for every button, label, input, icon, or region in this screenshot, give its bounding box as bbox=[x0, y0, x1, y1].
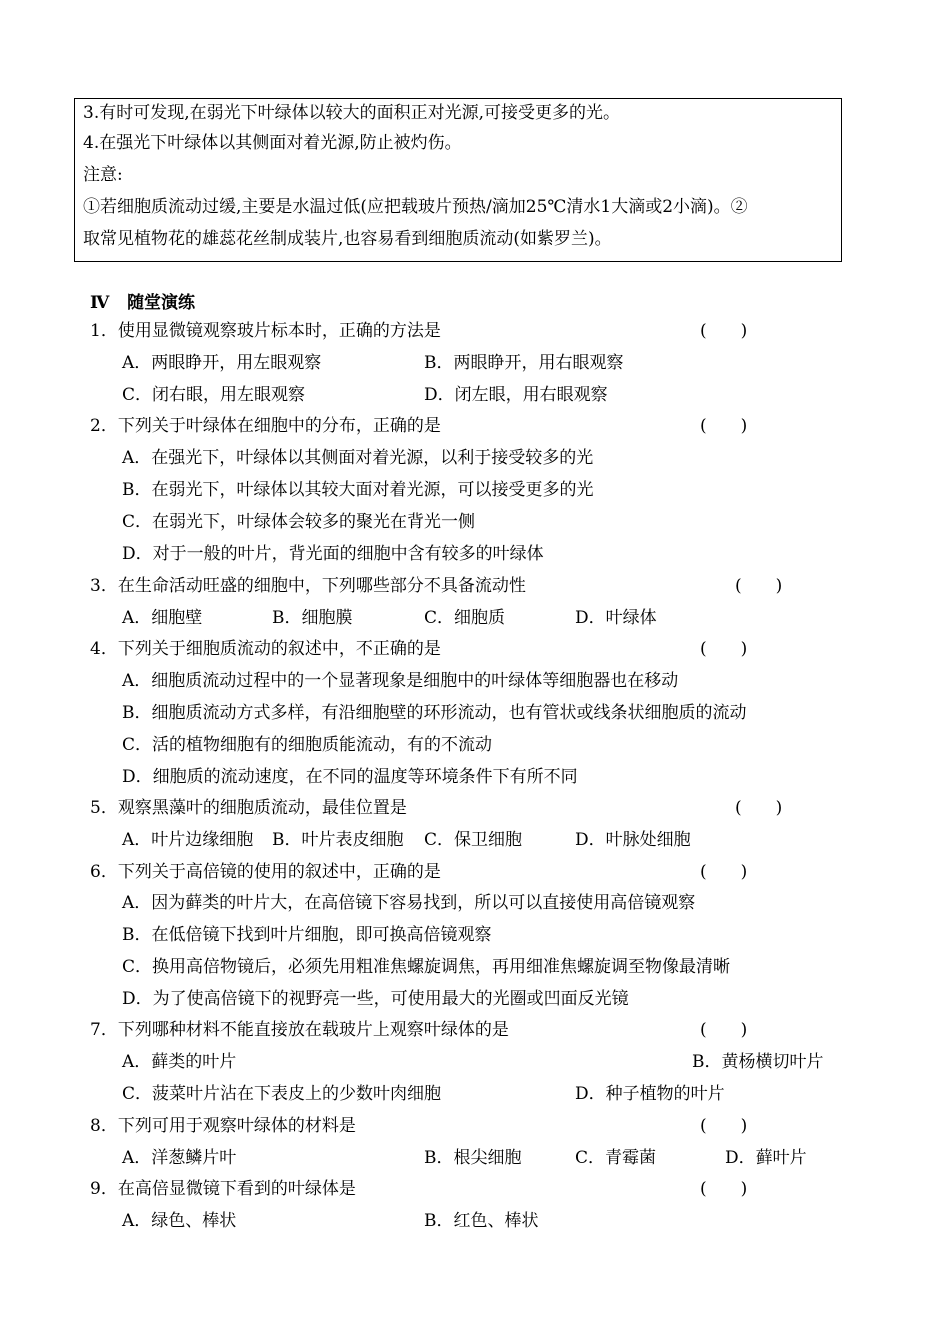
note-line-4: 4.在强光下叶绿体以其侧面对着光源,防止被灼伤。 bbox=[83, 133, 462, 153]
note-label: 注意: bbox=[83, 165, 123, 185]
q4-option-a: A．细胞质流动过程中的一个显著现象是细胞中的叶绿体等细胞器也在移动 bbox=[122, 671, 679, 691]
q1-option-c: C．闭右眼，用左眼观察 bbox=[122, 385, 306, 405]
question-6-stem: 6．下列关于高倍镜的使用的叙述中，正确的是 bbox=[90, 862, 441, 882]
q5-option-c: C．保卫细胞 bbox=[424, 830, 523, 850]
q8-option-d: D．藓叶片 bbox=[725, 1148, 807, 1168]
q7-option-d: D．种子植物的叶片 bbox=[575, 1084, 725, 1104]
note-detail-1: ①若细胞质流动过缓,主要是水温过低(应把载玻片预热/滴加25℃清水1大滴或2小滴)。② bbox=[83, 197, 748, 217]
q1-option-d: D．闭左眼，用右眼观察 bbox=[424, 385, 608, 405]
q3-option-c: C．细胞质 bbox=[424, 608, 506, 628]
q4-option-d: D．细胞质的流动速度，在不同的温度等环境条件下有所不同 bbox=[122, 767, 578, 787]
section-title: 随堂演练 bbox=[127, 293, 196, 313]
notes-box bbox=[74, 98, 842, 262]
question-5-stem: 5．观察黑藻叶的细胞质流动，最佳位置是 bbox=[90, 798, 407, 818]
section-numeral: Ⅳ bbox=[90, 293, 110, 313]
q7-option-a: A．藓类的叶片 bbox=[122, 1052, 237, 1072]
question-7-stem: 7．下列哪种材料不能直接放在载玻片上观察叶绿体的是 bbox=[90, 1020, 509, 1040]
q6-option-c: C．换用高倍物镜后，必须先用粗准焦螺旋调焦，再用细准焦螺旋调至物像最清晰 bbox=[122, 957, 731, 977]
q1-option-b: B．两眼睁开，用右眼观察 bbox=[424, 353, 624, 373]
q7-option-b: B．黄杨横切叶片 bbox=[692, 1052, 824, 1072]
question-3-stem: 3．在生命活动旺盛的细胞中，下列哪些部分不具备流动性 bbox=[90, 576, 526, 596]
q5-option-d: D．叶脉处细胞 bbox=[575, 830, 691, 850]
q3-option-b: B．细胞膜 bbox=[272, 608, 353, 628]
q2-option-a: A．在强光下，叶绿体以其侧面对着光源，以利于接受较多的光 bbox=[122, 448, 594, 468]
answer-blank-5[interactable]: ( ) bbox=[735, 798, 783, 818]
q2-option-d: D．对于一般的叶片，背光面的细胞中含有较多的叶绿体 bbox=[122, 544, 544, 564]
q6-option-a: A．因为藓类的叶片大，在高倍镜下容易找到，所以可以直接使用高倍镜观察 bbox=[122, 893, 696, 913]
q6-option-b: B．在低倍镜下找到叶片细胞，即可换高倍镜观察 bbox=[122, 925, 492, 945]
answer-blank-1[interactable]: ( ) bbox=[700, 321, 748, 341]
answer-blank-8[interactable]: ( ) bbox=[700, 1116, 748, 1136]
q2-option-b: B．在弱光下，叶绿体以其较大面对着光源，可以接受更多的光 bbox=[122, 480, 594, 500]
q6-option-d: D．为了使高倍镜下的视野亮一些，可使用最大的光圈或凹面反光镜 bbox=[122, 989, 629, 1009]
note-line-3: 3.有时可发现,在弱光下叶绿体以较大的面积正对光源,可接受更多的光。 bbox=[83, 103, 621, 123]
answer-blank-7[interactable]: ( ) bbox=[700, 1020, 748, 1040]
q5-option-b: B．叶片表皮细胞 bbox=[272, 830, 404, 850]
answer-blank-9[interactable]: ( ) bbox=[700, 1179, 748, 1199]
question-9-stem: 9．在高倍显微镜下看到的叶绿体是 bbox=[90, 1179, 356, 1199]
answer-blank-4[interactable]: ( ) bbox=[700, 639, 748, 659]
answer-blank-3[interactable]: ( ) bbox=[735, 576, 783, 596]
answer-blank-2[interactable]: ( ) bbox=[700, 416, 748, 436]
answer-blank-6[interactable]: ( ) bbox=[700, 862, 748, 882]
q9-option-b: B．红色、棒状 bbox=[424, 1211, 539, 1231]
q4-option-b: B．细胞质流动方式多样，有沿细胞壁的环形流动，也有管状或线条状细胞质的流动 bbox=[122, 703, 747, 723]
q1-option-a: A．两眼睁开，用左眼观察 bbox=[122, 353, 322, 373]
q3-option-d: D．叶绿体 bbox=[575, 608, 657, 628]
section-heading bbox=[90, 288, 195, 313]
q7-option-c: C．菠菜叶片沾在下表皮上的少数叶肉细胞 bbox=[122, 1084, 442, 1104]
q8-option-a: A．洋葱鳞片叶 bbox=[122, 1148, 237, 1168]
q9-option-a: A．绿色、棒状 bbox=[122, 1211, 237, 1231]
question-4-stem: 4．下列关于细胞质流动的叙述中，不正确的是 bbox=[90, 639, 441, 659]
q4-option-c: C．活的植物细胞有的细胞质能流动，有的不流动 bbox=[122, 735, 493, 755]
question-2-stem: 2．下列关于叶绿体在细胞中的分布，正确的是 bbox=[90, 416, 441, 436]
q2-option-c: C．在弱光下，叶绿体会较多的聚光在背光一侧 bbox=[122, 512, 476, 532]
q3-option-a: A．细胞壁 bbox=[122, 608, 203, 628]
q5-option-a: A．叶片边缘细胞 bbox=[122, 830, 254, 850]
q8-option-b: B．根尖细胞 bbox=[424, 1148, 522, 1168]
question-1-stem: 1．使用显微镜观察玻片标本时，正确的方法是 bbox=[90, 321, 441, 341]
note-detail-2: 取常见植物花的雄蕊花丝制成装片,也容易看到细胞质流动(如紫罗兰)。 bbox=[83, 229, 612, 249]
question-8-stem: 8．下列可用于观察叶绿体的材料是 bbox=[90, 1116, 356, 1136]
q8-option-c: C．青霉菌 bbox=[575, 1148, 657, 1168]
